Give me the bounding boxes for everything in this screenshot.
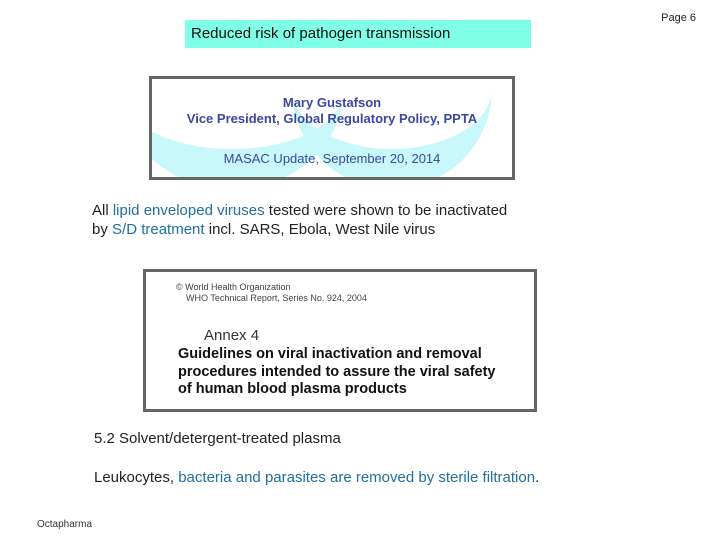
guideline-line: procedures intended to assure the viral safety	[178, 363, 496, 380]
filtration-paragraph	[94, 469, 539, 486]
guideline-line: Guidelines on viral inactivation and removal	[178, 346, 482, 362]
footer-company: Octapharma	[37, 519, 93, 530]
highlight: S/D treatment	[112, 221, 205, 238]
finding-paragraph	[92, 201, 507, 239]
annex-label: Annex 4	[204, 327, 260, 344]
highlight: bacteria and parasites are removed by sterile filtration	[178, 469, 536, 486]
section-heading: 5.2 Solvent/detergent-treated plasma	[94, 430, 341, 447]
text: tested were shown to be inactivated	[264, 202, 508, 219]
text: incl. SARS, Ebola, West Nile virus	[204, 221, 436, 238]
who-series: WHO Technical Report, Series No. 924, 2004	[186, 293, 367, 303]
presenter-role: Vice President, Global Regulatory Policy, PPTA	[186, 111, 478, 126]
presenter-name: Mary Gustafson	[282, 95, 382, 110]
guideline-line: of human blood plasma products	[178, 381, 407, 397]
text: .	[535, 469, 540, 486]
who-report-image	[143, 269, 537, 412]
event-line: MASAC Update, September 20, 2014	[223, 151, 441, 166]
presenter-image	[149, 76, 515, 180]
slide-title: Reduced risk of pathogen transmission	[185, 20, 531, 48]
text: by	[92, 221, 113, 238]
guideline-title	[178, 346, 496, 399]
text: Leukocytes,	[94, 469, 179, 486]
page-number: Page 6	[661, 12, 696, 24]
who-copyright: © World Health Organization	[176, 282, 291, 292]
highlight: lipid enveloped viruses	[112, 202, 265, 219]
text: All	[92, 202, 113, 219]
